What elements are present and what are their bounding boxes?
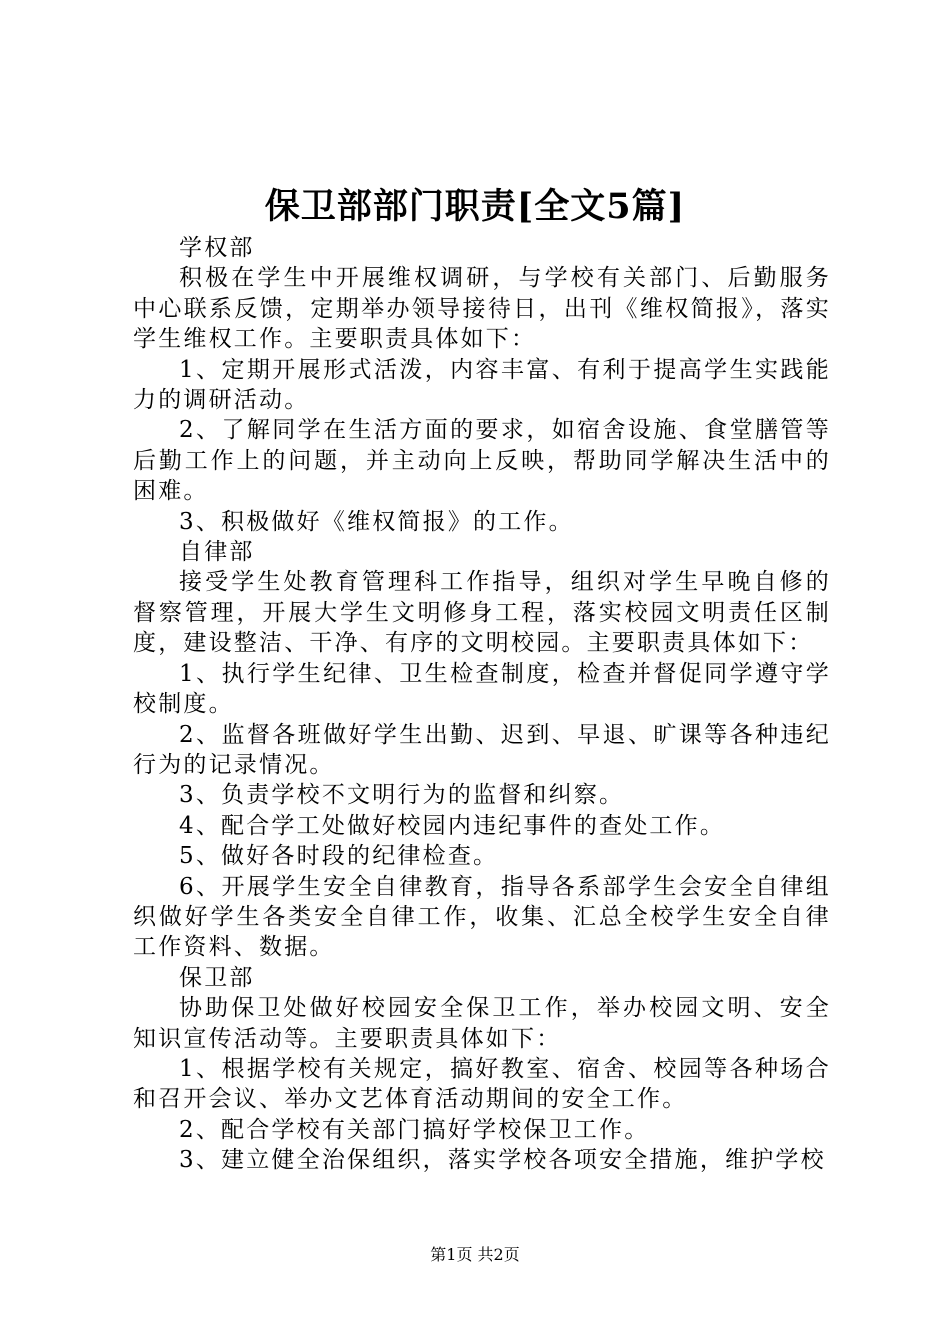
page-footer: [0, 1244, 950, 1266]
list-item: 1、定期开展形式活泼，内容丰富、有利于提高学生实践能力的调研活动。: [133, 356, 831, 414]
document-title: 保卫部部门职责[全文5篇]: [264, 186, 686, 227]
list-item: 3、建立健全治保组织，落实学校各项安全措施，维护学校: [179, 1147, 826, 1174]
list-item: 2、监督各班做好学生出勤、迟到、早退、旷课等各种违纪行为的记录情况。: [133, 721, 831, 778]
section-heading: 自律部: [179, 539, 255, 566]
list-item: 3、积极做好《维权简报》的工作。: [179, 508, 574, 535]
list-item: 1、根据学校有关规定，搞好教室、宿舍、校园等各种场合和召开会议、举办文艺体育活动期间的安全工作。: [133, 1055, 831, 1113]
list-item: 3、负责学校不文明行为的监督和纠察。: [179, 782, 625, 809]
page-number: 第1页 共2页: [430, 1245, 520, 1264]
section-heading: 学权部: [179, 235, 255, 261]
section-heading: 保卫部: [179, 964, 255, 991]
list-item: 1、执行学生纪律、卫生检查制度，检查并督促同学遵守学校制度。: [133, 660, 831, 718]
list-item: 5、做好各时段的纪律检查。: [179, 843, 499, 870]
list-item: 6、开展学生安全自律教育，指导各系部学生会安全自律组织做好学生各类安全自律工作，收集、汇总全校学生安全自律工作资料、数据。: [133, 873, 831, 961]
body-paragraph: 协助保卫处做好校园安全保卫工作，举办校园文明、安全知识宣传活动等。主要职责具体如下：: [133, 995, 831, 1052]
list-item: 2、了解同学在生活方面的要求，如宿舍设施、食堂膳管等后勤工作上的问题，并主动向上反映，帮助同学解决生活中的困难。: [133, 417, 831, 505]
document-body: [133, 233, 831, 1176]
list-item: 2、配合学校有关部门搞好学校保卫工作。: [179, 1116, 650, 1143]
body-paragraph: 积极在学生中开展维权调研，与学校有关部门、后勤服务中心联系反馈，定期举办领导接待日，出刊《维权简报》，落实学生维权工作。主要职责具体如下：: [133, 265, 831, 353]
body-paragraph: 接受学生处教育管理科工作指导，组织对学生早晚自修的督察管理，开展大学生文明修身工程，落实校园文明责任区制度，建设整洁、干净、有序的文明校园。主要职责具体如下：: [133, 569, 831, 657]
list-item: 4、配合学工处做好校园内违纪事件的查处工作。: [179, 812, 726, 839]
